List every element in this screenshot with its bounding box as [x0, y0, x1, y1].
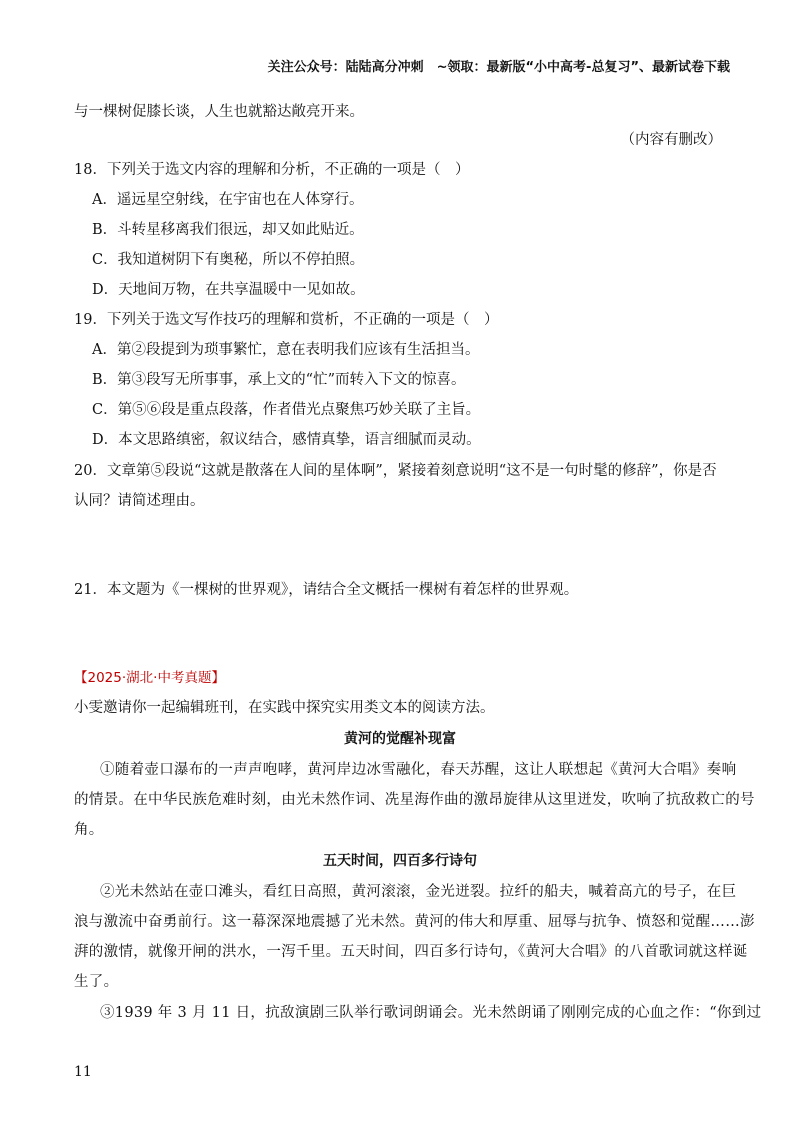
question-18-option-a: A．遥远星空射线，在宇宙也在人体穿行。 [92, 192, 364, 208]
paragraph-1-line-2: 的情景。在中华民族危难时刻，由光未然作词、冼星海作曲的激昂旋律从这里迸发，吹响了抗敌救亡的号 [74, 792, 755, 808]
paragraph-2-line-2: 浪与激流中奋勇前行。这一幕深深地震撼了光未然。黄河的伟大和厚重、屈辱与抗争、愤怒和觉醒……澎 [74, 914, 755, 930]
question-20-line-1: 20．文章第⑤段说“这就是散落在人间的星体啊”，紧接着刻意说明“这不是一句时髦的修辞”，你是否 [74, 463, 717, 479]
paragraph-2-line-3: 湃的激情，就像开闸的洪水，一泻千里。五天时间，四百多行诗句，《黄河大合唱》的八首歌词就这样诞 [74, 944, 748, 960]
question-21-stem: 21．本文题为《一棵树的世界观》，请结合全文概括一棵树有着怎样的世界观。 [74, 582, 579, 598]
page-number: 11 [74, 1064, 92, 1080]
paragraph-1-line-3: 角。 [74, 822, 104, 838]
page-header: 关注公众号：陆陆高分冲刺 ~领取：最新版“小中高考-总复习”、最新试卷下载 [267, 60, 730, 75]
passage-tail-line: 与一棵树促膝长谈，人生也就豁达敞亮开来。 [74, 104, 364, 120]
question-19-option-b: B．第③段写无所事事，承上文的“忙”而转入下文的惊喜。 [92, 372, 466, 388]
article-title: 黄河的觉醒补现富 [344, 731, 456, 747]
question-20-line-2: 认同？请简述理由。 [74, 493, 205, 509]
question-19-option-a: A．第②段提到为琐事繁忙，意在表明我们应该有生活担当。 [92, 342, 480, 358]
question-18-option-c: C．我知道树阴下有奥秘，所以不停拍照。 [92, 252, 365, 268]
question-19-stem: 19．下列关于选文写作技巧的理解和赏析，不正确的一项是（ ） [74, 312, 499, 328]
paragraph-2-line-1: ②光未然站在壶口滩头，看红日高照，黄河滚滚，金光迸裂。拉纤的船夫，喊着高亢的号子，在巨 [100, 884, 737, 900]
question-19-option-c: C．第⑤⑥段是重点段落，作者借光点聚焦巧妙关联了主旨。 [92, 402, 481, 418]
question-19-option-d: D．本文思路缜密，叙议结合，感情真挚，语言细腻而灵动。 [92, 432, 481, 448]
article-subtitle: 五天时间，四百多行诗句 [323, 853, 477, 869]
source-note: （内容有删改） [620, 132, 722, 148]
paragraph-2-line-4: 生了。 [74, 974, 119, 990]
question-18-option-d: D．天地间万物，在共享温暖中一见如故。 [92, 282, 365, 298]
section-intro: 小雯邀请你一起编辑班刊，在实践中探究实用类文本的阅读方法。 [74, 700, 495, 716]
section-tag: 【2025·湖北·中考真题】 [74, 670, 225, 686]
paragraph-1-line-1: ①随着壶口瀑布的一声声咆哮，黄河岸边冰雪融化，春天苏醒，这让人联想起《黄河大合唱》奏响 [100, 762, 737, 778]
paragraph-3-line-1: ③1939 年 3 月 11 日，抗敌演剧三队举行歌词朗诵会。光未然朗诵了刚刚完成的心血之作：“你到过 [100, 1005, 762, 1021]
question-18-stem: 18．下列关于选文内容的理解和分析，不正确的一项是（ ） [74, 162, 470, 178]
question-18-option-b: B．斗转星移离我们很远，却又如此贴近。 [92, 222, 364, 238]
